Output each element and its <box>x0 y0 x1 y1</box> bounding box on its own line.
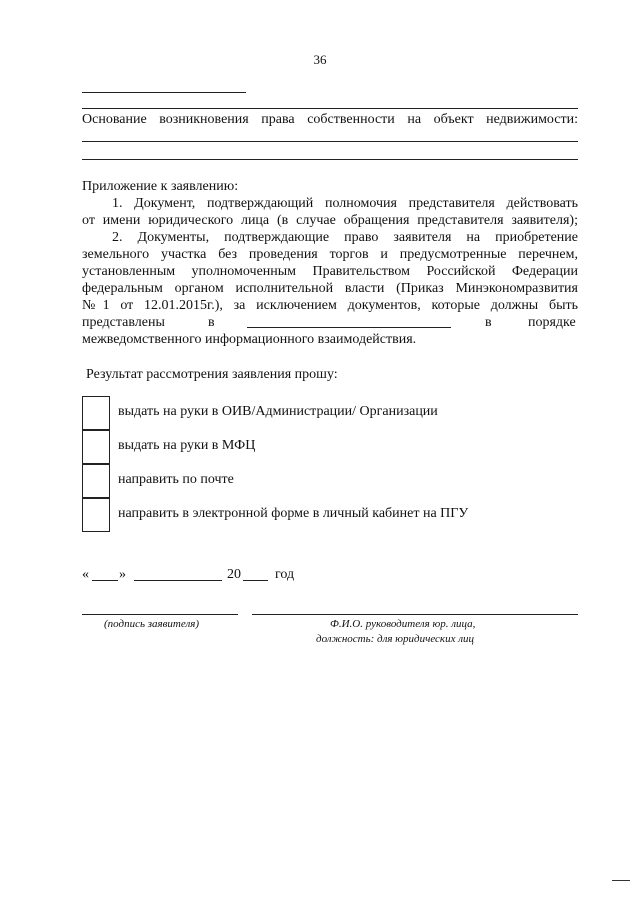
result-option-checkbox[interactable] <box>82 464 110 498</box>
attachment-item-2-tail-in: в <box>485 315 492 330</box>
attachment-item-1-line: от имени юридического лица (в случае обращения представителя заявителя); <box>82 213 578 228</box>
blank-line-full <box>82 159 578 160</box>
scan-corner-mark <box>612 880 630 881</box>
date-close-quote: » <box>119 567 126 582</box>
date-month-blank <box>134 580 222 581</box>
result-option-label: выдать на руки в МФЦ <box>118 438 256 453</box>
date-day-blank <box>92 580 118 581</box>
date-century: 20 <box>227 567 241 582</box>
result-option-label: выдать на руки в ОИВ/Администрации/ Организации <box>118 404 438 419</box>
manager-signature-caption-line1: Ф.И.О. руководителя юр. лица, <box>330 618 476 630</box>
manager-signature-line <box>252 614 578 615</box>
attachment-item-2-line: земельного участка без проведения торгов и предусмотренные перечнем, <box>82 247 578 262</box>
attachment-item-2-line: установленным уполномоченным Правительством Российской Федерации <box>82 264 578 279</box>
manager-signature-caption-line2: должность: для юридических лиц <box>316 633 475 645</box>
attachment-item-1-line: 1. Документ, подтверждающий полномочия представителя действовать <box>112 196 578 211</box>
blank-line-full <box>82 141 578 142</box>
result-heading: Результат рассмотрения заявления прошу: <box>86 367 338 382</box>
blank-line-full <box>82 108 578 109</box>
result-option-label: направить по почте <box>118 472 234 487</box>
attachment-item-2-line: №1 от 12.01.2015г.), за исключением документов, которые должны быть <box>82 298 578 313</box>
date-open-quote: « <box>82 567 89 582</box>
date-year-blank <box>243 580 268 581</box>
blank-line-short <box>82 92 246 93</box>
attachment-item-2-line: федеральным органом исполнительной власти (Приказ Минэкономразвития <box>82 281 578 296</box>
attachment-item-2-tail-right: порядке <box>528 315 576 330</box>
applicant-signature-caption: (подпись заявителя) <box>104 618 200 630</box>
date-year-word: год <box>275 567 295 582</box>
blank-line-authority <box>247 327 451 328</box>
attachment-item-2-tail-in: в <box>208 315 215 330</box>
page-number: 36 <box>313 52 327 67</box>
result-option-checkbox[interactable] <box>82 430 110 464</box>
result-option-checkbox[interactable] <box>82 396 110 430</box>
attachment-item-2-tail-left: представлены <box>82 315 165 330</box>
applicant-signature-line <box>82 614 238 615</box>
attachment-item-2-line: 2. Документы, подтверждающие право заявителя на приобретение <box>112 230 578 245</box>
result-option-checkbox[interactable] <box>82 498 110 532</box>
result-option-label: направить в электронной форме в личный кабинет на ПГУ <box>118 506 469 521</box>
ownership-basis-label: Основание возникновения права собственности на объект недвижимости: <box>82 112 578 127</box>
attachment-heading: Приложение к заявлению: <box>82 179 239 194</box>
attachment-item-2-last-line: межведомственного информационного взаимодействия. <box>82 332 417 347</box>
